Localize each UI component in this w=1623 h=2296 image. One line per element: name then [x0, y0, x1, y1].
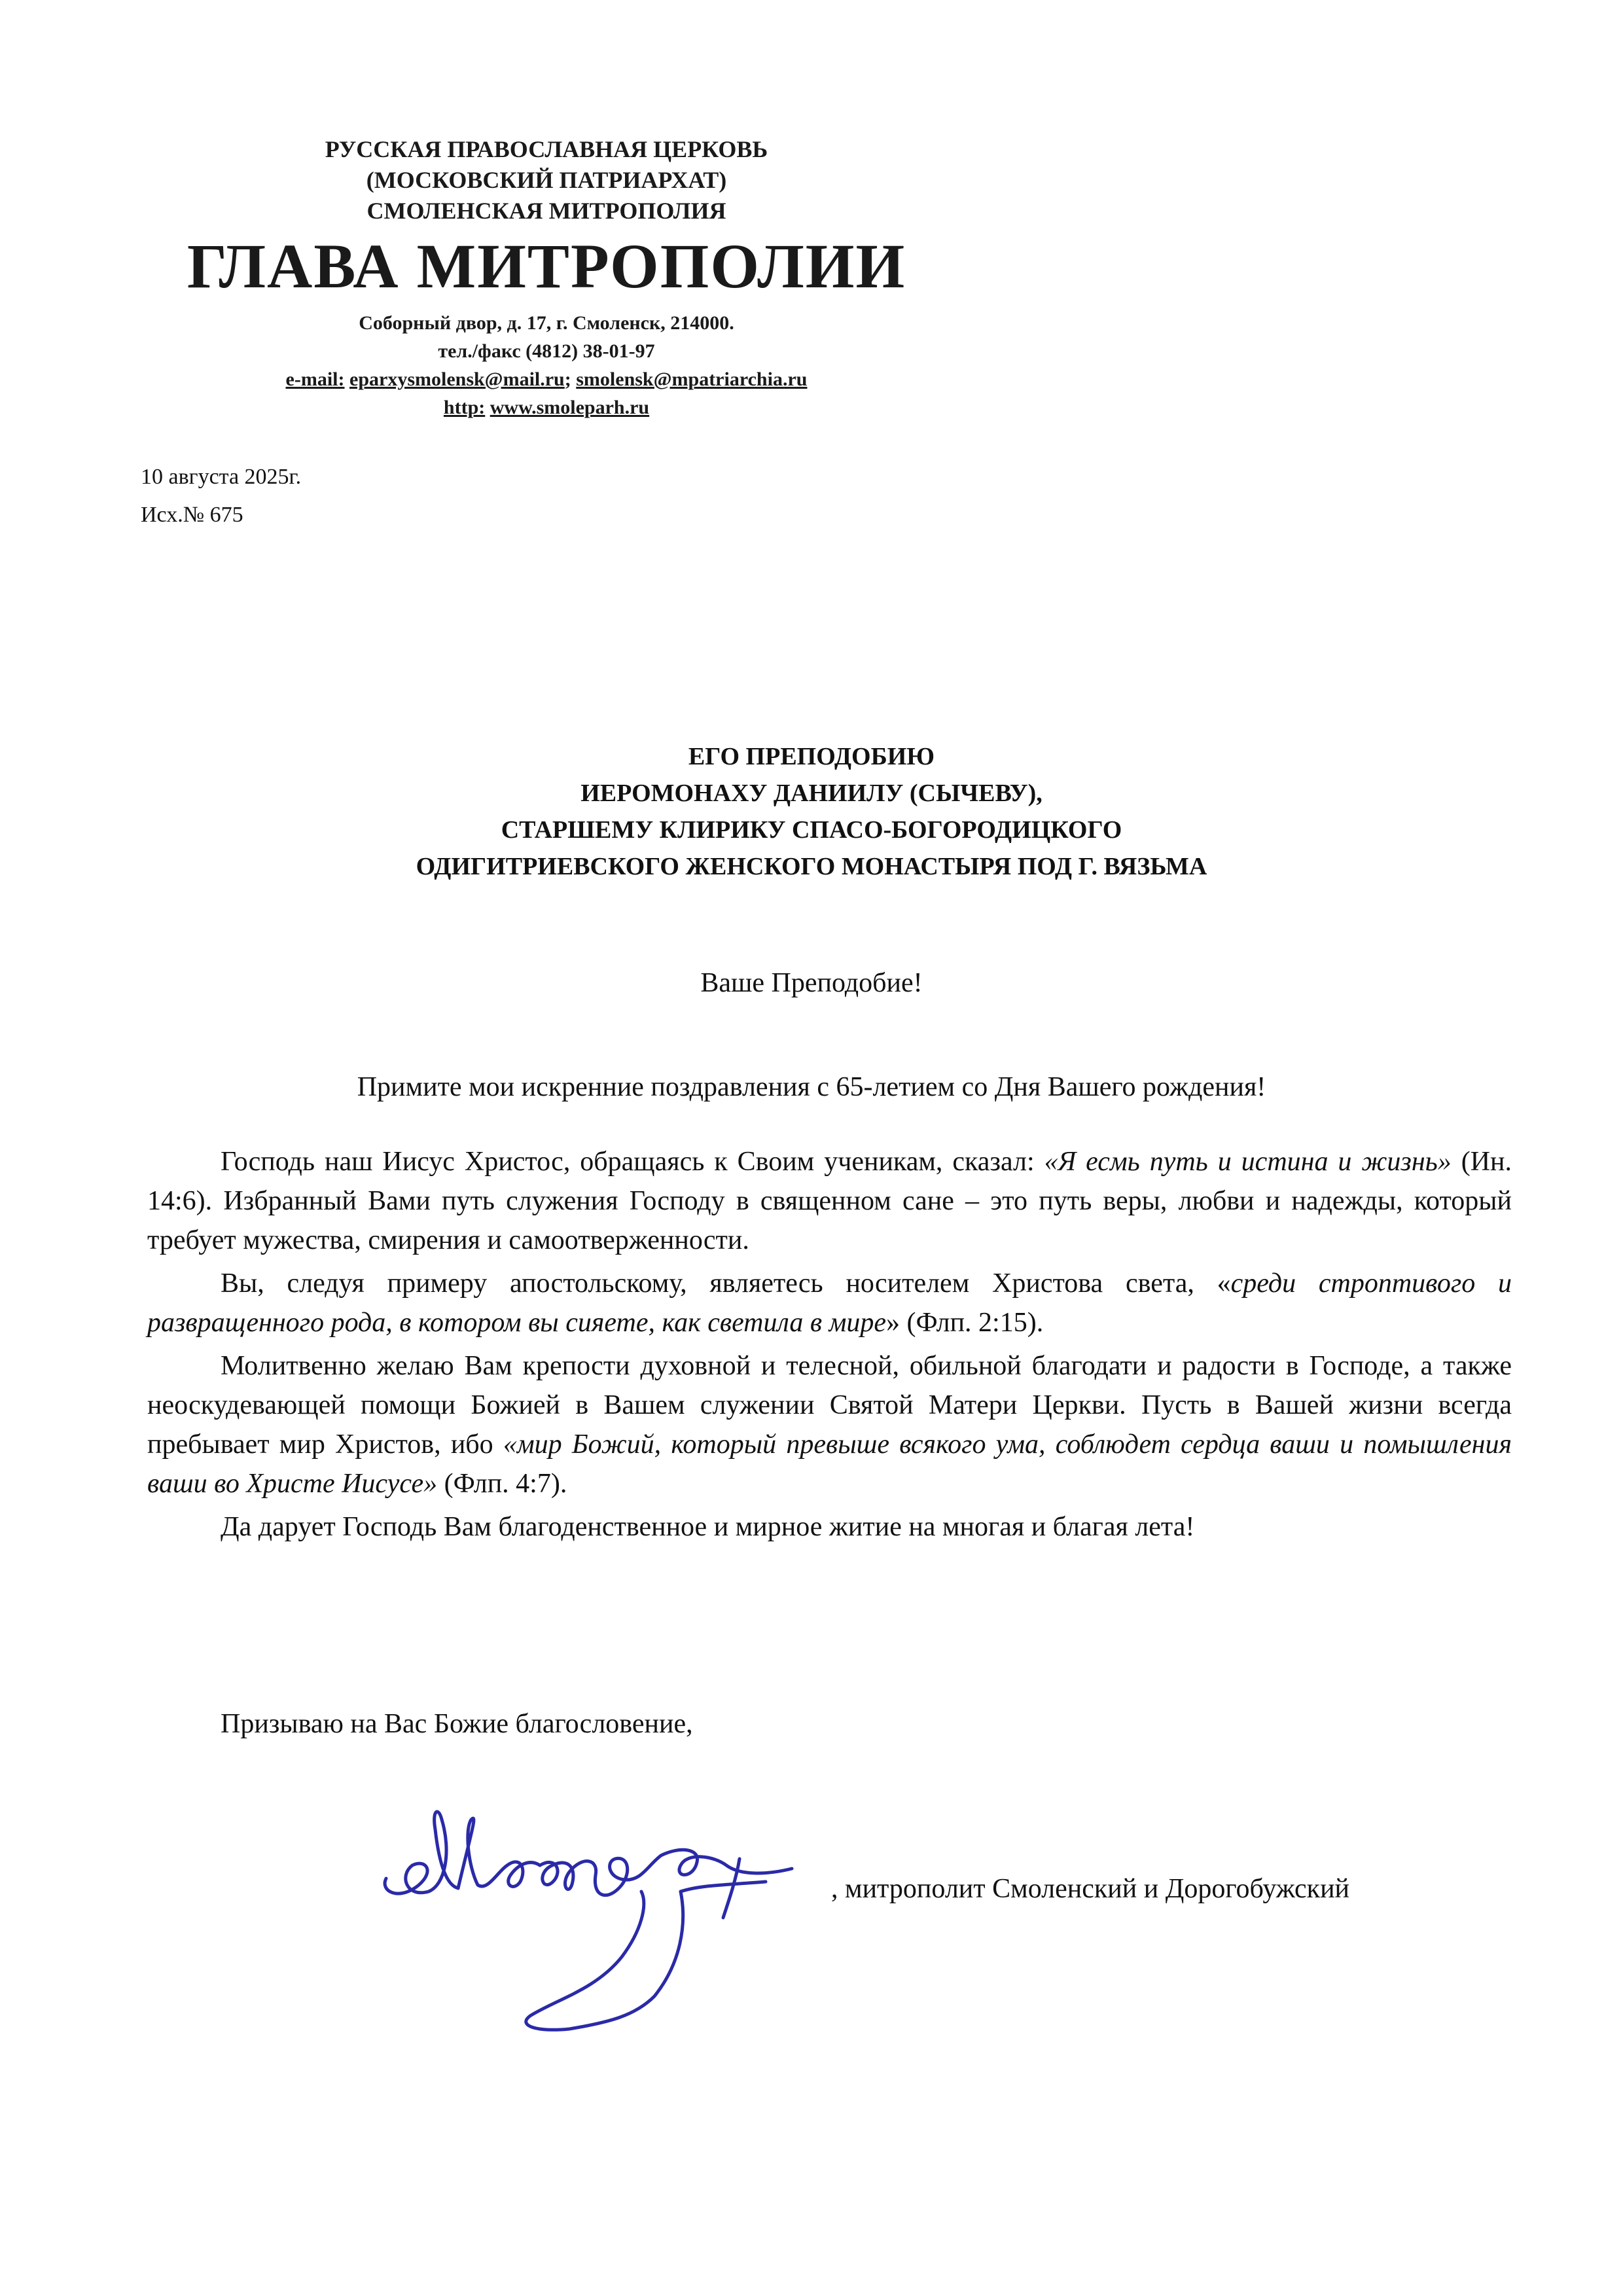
email-link-secondary[interactable]: smolensk@mpatriarchia.ru — [576, 368, 808, 390]
addressee-line-1: ЕГО ПРЕПОДОБИЮ — [688, 743, 935, 770]
body-paragraph-4 — [147, 1507, 1512, 1547]
email-label: e-mail: — [285, 368, 345, 390]
letter-body — [147, 1142, 1512, 1551]
letterhead-website-line — [137, 393, 955, 422]
p2-rest: » (Флп. 2:15). — [886, 1308, 1044, 1338]
body-paragraph-2 — [147, 1264, 1512, 1342]
website-label: http: — [443, 397, 486, 418]
letter-meta — [141, 458, 301, 534]
letterhead-church: РУССКАЯ ПРАВОСЛАВНАЯ ЦЕРКОВЬ — [325, 136, 768, 162]
greeting: Ваше Преподобие! — [700, 968, 923, 998]
letterhead-metropolia: СМОЛЕНСКАЯ МИТРОПОЛИЯ — [366, 198, 726, 224]
addressee-line-2: ИЕРОМОНАХУ ДАНИИЛУ (СЫЧЕВУ), — [580, 780, 1043, 807]
letterhead-address: Соборный двор, д. 17, г. Смоленск, 214000. — [359, 312, 734, 334]
letterhead-patriarchate: (МОСКОВСКИЙ ПАТРИАРХАТ) — [366, 167, 727, 193]
p4-text: Да дарует Господь Вам благоденственное и мирное житие на многая и благая лета! — [221, 1512, 1195, 1542]
handwritten-signature — [373, 1793, 844, 2068]
email-separator: ; — [564, 368, 571, 390]
email-link-primary[interactable]: eparxysmolensk@mail.ru — [349, 368, 565, 390]
p1-text: Господь наш Иисус Христос, обращаясь к Своим ученикам, сказал: — [221, 1147, 1044, 1177]
closing-blessing: Призываю на Вас Божие благословение, — [221, 1709, 693, 1739]
signatory-title: , митрополит Смоленский и Дорогобужский — [831, 1874, 1350, 1904]
signature-block — [373, 1793, 1577, 2068]
p3-scripture-quote: «мир Божий, который превыше всякого ума, соблюдет сердца ваши и помышления ваши во Христе Иисусе» — [147, 1429, 1512, 1499]
letter-date: 10 августа 2025г. — [141, 465, 302, 489]
p3-rest: (Флп. 4:7). — [437, 1469, 567, 1499]
outgoing-number: Исх.№ 675 — [141, 503, 243, 527]
addressee-line-4: ОДИГИТРИЕВСКОГО ЖЕНСКОГО МОНАСТЫРЯ ПОД Г. ВЯЗЬМА — [416, 853, 1207, 880]
body-paragraph-3 — [147, 1346, 1512, 1503]
p3-text: Молитвенно желаю Вам крепости духовной и телесной, обильной благодати и радости в Господе, а также неоскудевающей помощи Божией в Вашем служении Святой Матери Церкви. Пусть в Вашей жизни всегда пребывает мир Христов, ибо — [147, 1351, 1512, 1460]
letterhead — [137, 134, 955, 422]
letterhead-phone: тел./факс (4812) 38-01-97 — [438, 340, 655, 362]
addressee-block — [0, 738, 1623, 885]
letterhead-office-title: ГЛАВА МИТРОПОЛИИ — [187, 231, 906, 301]
congratulation-line: Примите мои искренние поздравления с 65-летием со Дня Вашего рождения! — [357, 1072, 1266, 1102]
body-paragraph-1 — [147, 1142, 1512, 1260]
p2-text: Вы, следуя примеру апостольскому, являетесь носителем Христова света, « — [221, 1268, 1231, 1299]
letterhead-email-line — [137, 365, 955, 393]
p1-scripture-quote: «Я есмь путь и истина и жизнь» — [1044, 1147, 1452, 1177]
addressee-line-3: СТАРШЕМУ КЛИРИКУ СПАСО-БОГОРОДИЦКОГО — [501, 816, 1122, 844]
website-link[interactable]: www.smoleparh.ru — [490, 397, 650, 418]
p1-rest: (Ин. 14:6). Избранный Вами путь служения Господу в священном сане – это путь веры, любви и надежды, который требует мужества, смирения и самоотверженности. — [147, 1147, 1512, 1255]
p2-scripture-quote: среди строптивого и развращенного рода, в котором вы сияете, как светила в мире — [147, 1268, 1512, 1338]
